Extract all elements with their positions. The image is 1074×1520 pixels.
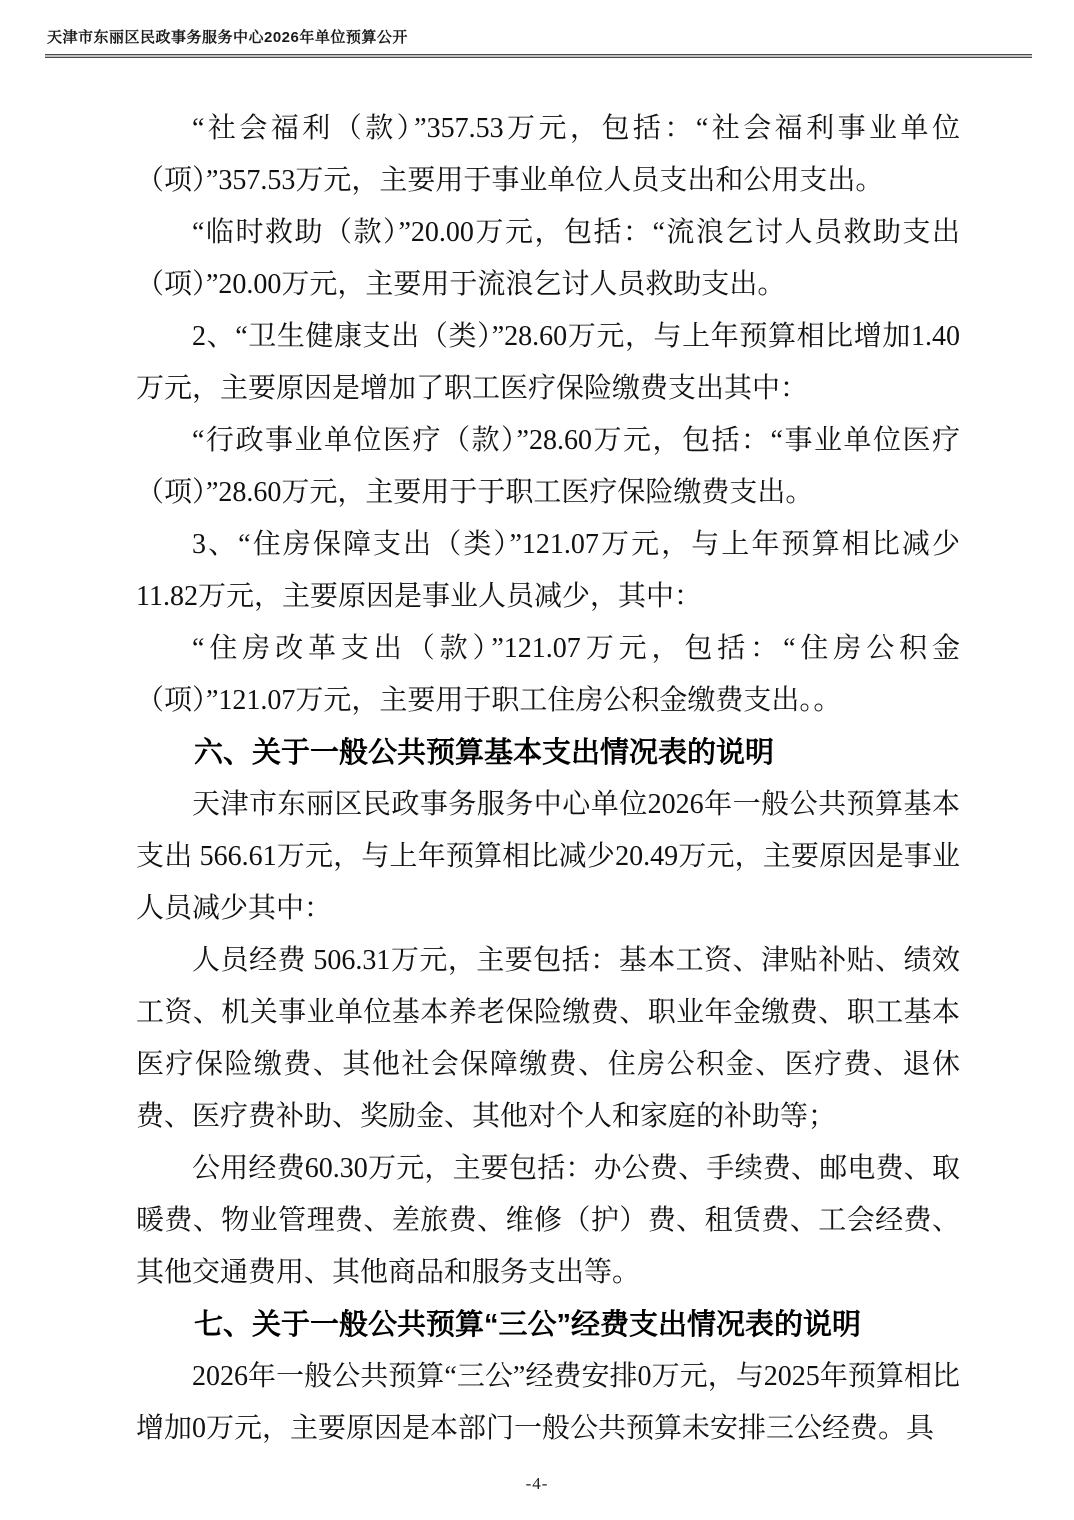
- paragraph-basic-expenditure-summary: 天津市东丽区民政事务服务中心单位2026年一般公共预算基本支出 566.61万元，与上年预算相比减少20.49万元，主要原因是事业人员减少其中：: [136, 789, 960, 924]
- paragraph-admin-medical: “行政事业单位医疗（款）”28.60万元，包括：“事业单位医疗（项）”28.60万元，主要用于于职工医疗保险缴费支出。: [136, 425, 960, 508]
- page-footer: [0, 1474, 1074, 1494]
- page-header: [45, 26, 1032, 58]
- paragraph-housing-reform: “住房改革支出（款）”121.07万元，包括：“住房公积金（项）”121.07万元，主要用于职工住房公积金缴费支出。。: [136, 633, 960, 716]
- paragraph-housing-security: 3、“住房保障支出（类）”121.07万元，与上年预算相比减少11.82万元，主要原因是事业人员减少，其中：: [136, 529, 960, 612]
- page-number: -4-: [525, 1474, 549, 1493]
- paragraph-personnel-funds: 人员经费 506.31万元，主要包括：基本工资、津贴补贴、绩效工资、机关事业单位基本养老保险缴费、职业年金缴费、职工基本医疗保险缴费、其他社会保障缴费、住房公积金、医疗费、退休费、医疗费补助、奖励金、其他对个人和家庭的补助等；: [136, 945, 960, 1132]
- section-heading-three-public: 七、关于一般公共预算“三公”经费支出情况表的说明: [194, 1309, 862, 1341]
- section-heading-basic-expenditure: 六、关于一般公共预算基本支出情况表的说明: [194, 737, 775, 769]
- paragraph-temporary-assistance: “临时救助（款）”20.00万元，包括：“流浪乞讨人员救助支出（项）”20.00万元，主要用于流浪乞讨人员救助支出。: [136, 217, 960, 300]
- paragraph-three-public-summary: 2026年一般公共预算“三公”经费安排0万元，与2025年预算相比增加0万元，主要原因是本部门一般公共预算未安排三公经费。具: [136, 1361, 960, 1444]
- paragraph-health-expenditure: 2、“卫生健康支出（类）”28.60万元，与上年预算相比增加1.40万元，主要原因是增加了职工医疗保险缴费支出其中：: [136, 321, 960, 404]
- header-title: 天津市东丽区民政事务服务中心2026年单位预算公开: [47, 29, 408, 46]
- document-body: [136, 103, 960, 1455]
- header-rule: [45, 54, 1032, 58]
- paragraph-public-funds: 公用经费60.30万元，主要包括：办公费、手续费、邮电费、取暖费、物业管理费、差旅费、维修（护）费、租赁费、工会经费、其他交通费用、其他商品和服务支出等。: [136, 1153, 960, 1288]
- paragraph-social-welfare-item: “社会福利（款）”357.53万元，包括：“社会福利事业单位（项）”357.53万元，主要用于事业单位人员支出和公用支出。: [136, 113, 960, 196]
